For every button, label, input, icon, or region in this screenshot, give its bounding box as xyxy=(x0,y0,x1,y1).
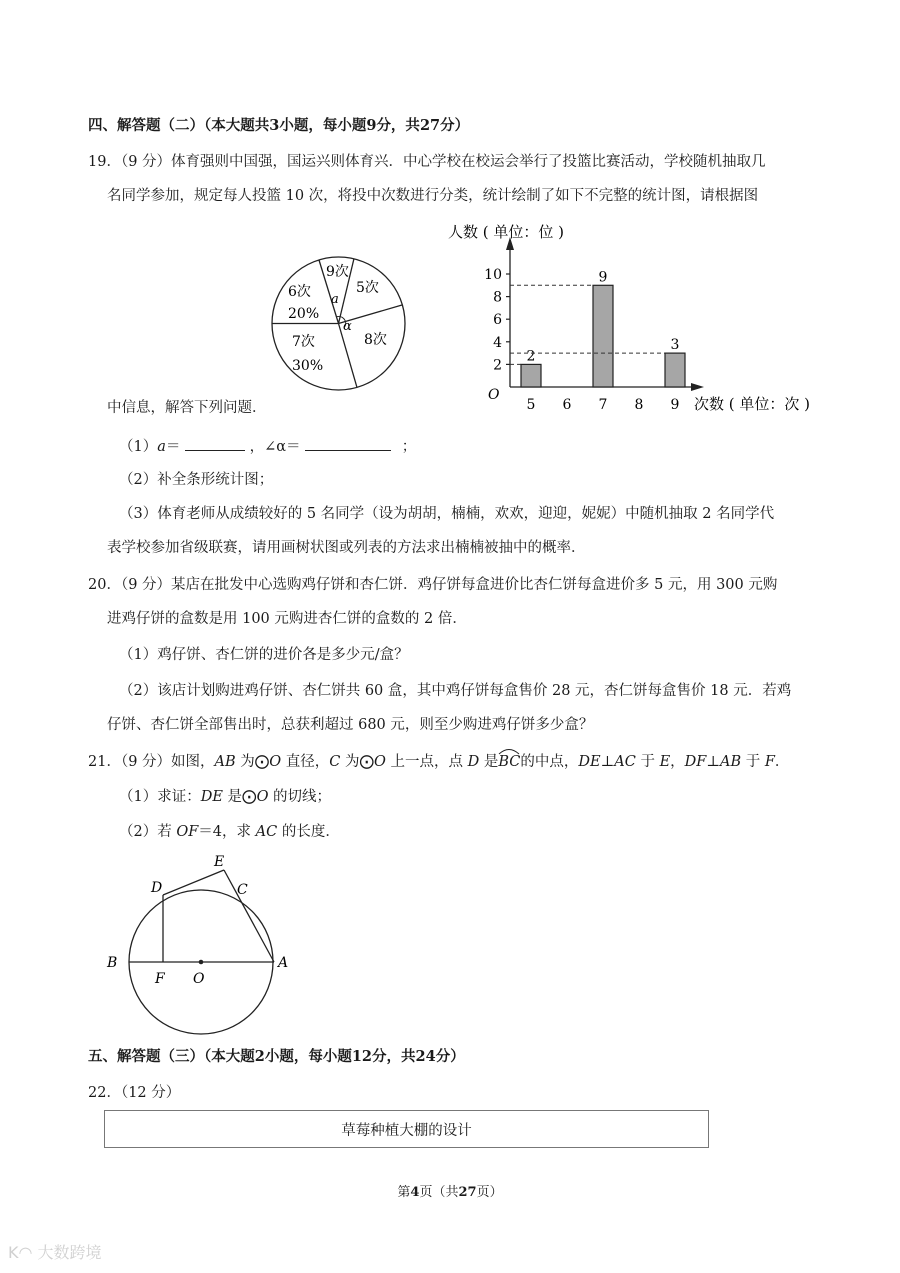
q21-text: 上一点，点 xyxy=(385,754,468,770)
bar-data-label: 3 xyxy=(670,337,680,354)
pie-label-9: 9次 xyxy=(326,264,349,280)
q19-line-2: 名同学参加，规定每人投篮 10 次，将投中次数进行分类，统计绘制了如下不完整的统计图，请根据图 xyxy=(107,188,759,204)
y-tick-label: 8 xyxy=(493,289,502,306)
heading-text: 小题，每小题 xyxy=(264,1048,352,1065)
var-a: a xyxy=(157,439,166,455)
var-ab: AB xyxy=(214,754,236,770)
pie-angle-alpha: α xyxy=(343,319,352,334)
var-df: DF xyxy=(684,754,707,770)
arc-mark xyxy=(498,747,520,755)
var-o: O xyxy=(256,789,269,805)
chart-marks xyxy=(484,267,685,413)
equals-sign: ＝ xyxy=(165,439,181,455)
bar xyxy=(593,285,613,387)
heading-text: 分） xyxy=(440,117,470,134)
x-tick-label: 6 xyxy=(562,397,572,413)
segment-ea xyxy=(224,870,274,962)
pie-label-7: 7次 xyxy=(292,334,315,350)
var-ac: AC xyxy=(255,824,278,840)
label-c: C xyxy=(237,882,248,898)
q19-sub-1 xyxy=(119,436,416,457)
heading-text: 分） xyxy=(435,1048,465,1065)
q21-sub-1 xyxy=(119,787,331,807)
footer-text: 第 xyxy=(397,1185,411,1200)
label-f: F xyxy=(155,971,165,987)
x-axis-label: 次数 ( 单位：次 ) xyxy=(694,395,811,413)
center-dot xyxy=(199,960,204,965)
q21-text: 的长度． xyxy=(277,824,340,840)
q20-sub-2-line-1: （2）该店计划购进鸡仔饼、杏仁饼共 60 盒，其中鸡仔饼每盒售价 28 元，杏仁饼每盒售价 18 元．若鸡 xyxy=(119,683,792,699)
footer-text: 页（共 xyxy=(419,1185,459,1200)
answer-blank-a[interactable] xyxy=(185,436,245,451)
var-of: OF xyxy=(176,824,199,840)
x-tick-label: 5 xyxy=(526,397,536,413)
var-de: DE xyxy=(578,754,601,770)
semicolon: ； xyxy=(401,439,417,455)
y-tick-label: 2 xyxy=(493,357,502,374)
q21-text: （2）若 xyxy=(119,824,177,840)
q19-line-3: 中信息，解答下列问题． xyxy=(107,400,267,416)
answer-blank-alpha[interactable] xyxy=(305,436,391,451)
q22-heading: 22．（12 分） xyxy=(88,1085,181,1101)
pie-percent-6: 20% xyxy=(288,306,320,322)
q21-text: ， xyxy=(670,754,685,770)
label-d: D xyxy=(151,880,163,896)
q21-text: 的中点， xyxy=(520,754,579,770)
pie-label-8: 8次 xyxy=(364,332,387,348)
label-o: O xyxy=(193,971,205,987)
angle-text: ，∠α＝ xyxy=(249,439,301,455)
footer-text: 页） xyxy=(476,1185,503,1200)
label-b: B xyxy=(107,955,118,971)
q20-line-2: 进鸡仔饼的盒数是用 100 元购进杏仁饼的盒数的 2 倍． xyxy=(107,611,467,627)
q21-sub-2 xyxy=(119,822,340,842)
var-o: O xyxy=(374,754,386,770)
y-tick-label: 6 xyxy=(493,312,502,329)
pie-chart xyxy=(266,250,411,400)
section-4-heading xyxy=(88,116,469,136)
bar-chart xyxy=(440,212,830,417)
heading-text: 分，共 xyxy=(372,1048,416,1065)
q21-text: 于 xyxy=(741,754,765,770)
label-a: A xyxy=(278,955,289,971)
q20-line-1: 20．（9 分）某店在批发中心选购鸡仔饼和杏仁饼．鸡仔饼每盒进价比杏仁饼每盒进价多 5 元，用 300 元购 xyxy=(88,577,778,593)
points-each: 12 xyxy=(351,1048,373,1065)
bar-data-label: 2 xyxy=(526,348,536,365)
q21-text: 是 xyxy=(479,754,499,770)
question-count: 3 xyxy=(269,117,280,134)
q21-text: 是⨀ xyxy=(222,789,257,805)
heading-text: 四、解答题（二）（本大题共 xyxy=(88,117,270,134)
var-c: C xyxy=(329,754,341,770)
total-pages: 27 xyxy=(458,1185,477,1200)
q22-title: 草莓种植大棚的设计 xyxy=(341,1122,472,1139)
q19-sub-3-line-2: 表学校参加省级联赛，请用画树状图或列表的方法求出楠楠被抽中的概率． xyxy=(107,540,586,556)
pie-percent-7: 30% xyxy=(292,358,324,374)
bar-data-label: 9 xyxy=(598,269,608,286)
q21-text: ＝4，求 xyxy=(198,824,256,840)
arc-label: BC xyxy=(498,754,521,770)
q21-text: 为⨀ xyxy=(340,754,375,770)
bar xyxy=(521,364,541,387)
q21-text: ． xyxy=(774,754,790,770)
label-e: E xyxy=(214,854,225,870)
x-tick-label: 8 xyxy=(634,397,644,413)
watermark-logo-icon: K◠ xyxy=(8,1243,33,1262)
page-number: 4 xyxy=(410,1185,420,1200)
q21-text: 为⨀ xyxy=(235,754,270,770)
heading-text: 五、解答题（三）（本大题 xyxy=(88,1048,255,1065)
var-ab: AB xyxy=(719,754,742,770)
var-ac: AC xyxy=(614,754,636,770)
pie-label-5: 5次 xyxy=(356,280,379,296)
heading-text: 小题，每小题 xyxy=(279,117,367,134)
y-tick-label: 10 xyxy=(484,267,502,283)
y-axis-label: 人数 ( 单位：位 ) xyxy=(448,223,565,241)
bar xyxy=(665,353,685,387)
y-tick-label: 4 xyxy=(493,334,502,351)
q21-text: 直径， xyxy=(281,754,330,770)
arc-bc xyxy=(498,752,520,772)
q20-sub-1: （1）鸡仔饼、杏仁饼的进价各是多少元/盒？ xyxy=(119,647,409,663)
watermark-text: 大数跨境 xyxy=(37,1243,102,1262)
q21-text: 的切线； xyxy=(268,789,332,805)
q21-text: 21．（9 分）如图， xyxy=(88,754,215,770)
points-total: 27 xyxy=(419,117,441,134)
x-tick-label: 9 xyxy=(670,397,680,413)
heading-text: 分，共 xyxy=(376,117,420,134)
points-total: 24 xyxy=(415,1048,436,1065)
var-de: DE xyxy=(200,789,223,805)
q21-text: （1）求证： xyxy=(119,789,201,805)
q21-line-1 xyxy=(88,752,789,772)
origin-label: O xyxy=(488,387,500,403)
pie-sector-a: a xyxy=(331,292,339,307)
perp-sign: ⊥ xyxy=(600,754,615,770)
section-5-heading xyxy=(88,1047,465,1067)
geometry-figure xyxy=(100,845,300,1037)
var-f: F xyxy=(764,754,775,770)
pie-label-6: 6次 xyxy=(288,284,311,300)
q21-text: 于 xyxy=(635,754,660,770)
x-axis-arrow xyxy=(691,383,704,391)
page-footer xyxy=(0,1181,900,1200)
watermark xyxy=(8,1240,102,1263)
perp-sign: ⊥ xyxy=(706,754,720,770)
var-d: D xyxy=(467,754,480,770)
q20-sub-2-line-2: 仔饼、杏仁饼全部售出时，总获利超过 680 元，则至少购进鸡仔饼多少盒？ xyxy=(107,717,594,733)
q19-sub-2: （2）补全条形统计图； xyxy=(119,472,274,488)
sub-number: （1） xyxy=(119,439,158,455)
x-tick-label: 7 xyxy=(598,397,608,413)
points-each: 9 xyxy=(366,117,377,134)
q19-line-1: 19．（9 分）体育强则中国强，国运兴则体育兴．中心学校在校运会举行了投篮比赛活动，学校随机抽取几 xyxy=(88,154,766,170)
q22-title-box xyxy=(104,1110,709,1148)
q19-sub-3-line-1: （3）体育老师从成绩较好的 5 名同学（设为胡胡，楠楠，欢欢，迎迎，妮妮）中随机抽取 2 名同学代 xyxy=(119,506,775,522)
var-e: E xyxy=(659,754,671,770)
question-count: 2 xyxy=(254,1048,265,1065)
var-o: O xyxy=(269,754,282,770)
